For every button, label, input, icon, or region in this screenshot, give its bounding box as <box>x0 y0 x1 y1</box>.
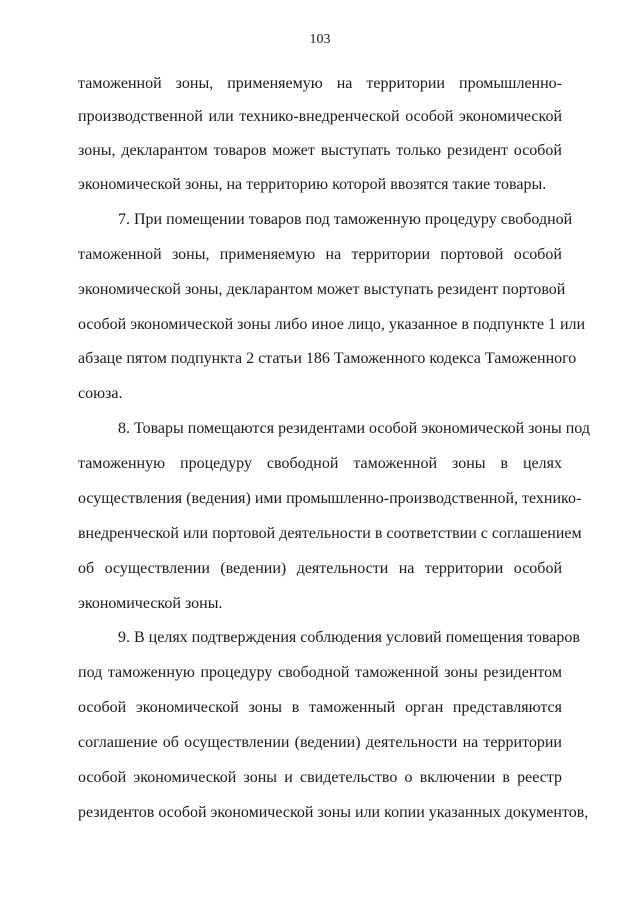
text-line: под таможенную процедуру свободной таможенной зоны резидентом <box>78 664 562 681</box>
paragraph-7-first-line: 7. При помещении товаров под таможенную процедуру свободной <box>118 211 573 228</box>
text-line: экономической зоны, на территорию которой ввозятся такие товары. <box>78 176 547 193</box>
text-line: таможенную процедуру свободной таможенной зоны в целях <box>78 455 562 472</box>
text-line: экономической зоны, декларантом может выступать резидент портовой <box>78 281 566 298</box>
text-line: особой экономической зоны либо иное лицо, указанное в подпункте 1 или <box>78 316 586 333</box>
text-line: особой экономической зоны и свидетельство о включении в реестр <box>78 769 562 786</box>
text-line: осуществления (ведения) ими промышленно-производственной, технико- <box>78 490 582 507</box>
text-line: соглашение об осуществлении (ведении) деятельности на территории <box>78 734 562 751</box>
text-line: абзаце пятом подпункта 2 статьи 186 Таможенного кодекса Таможенного <box>78 350 577 367</box>
paragraph-8-first-line: 8. Товары помещаются резидентами особой экономической зоны под <box>118 420 590 437</box>
text-line: производственной или технико-внедренческой особой экономической <box>78 108 562 125</box>
text-line: внедренческой или портовой деятельности в соответствии с соглашением <box>78 525 582 542</box>
text-line: зоны, декларантом товаров может выступать только резидент особой <box>78 142 562 159</box>
text-line: таможенной зоны, применяемую на территории промышленно- <box>78 75 562 92</box>
page-number: 103 <box>309 32 331 47</box>
text-line: об осуществлении (ведении) деятельности на территории особой <box>78 560 562 577</box>
text-line: экономической зоны. <box>78 595 223 612</box>
text-line: таможенной зоны, применяемую на территории портовой особой <box>78 246 562 263</box>
paragraph-9-first-line: 9. В целях подтверждения соблюдения условий помещения товаров <box>118 629 580 646</box>
text-line: особой экономической зоны в таможенный орган представляются <box>78 699 562 716</box>
text-line: резидентов особой экономической зоны или копии указанных документов, <box>78 804 589 821</box>
text-line: союза. <box>78 385 123 402</box>
